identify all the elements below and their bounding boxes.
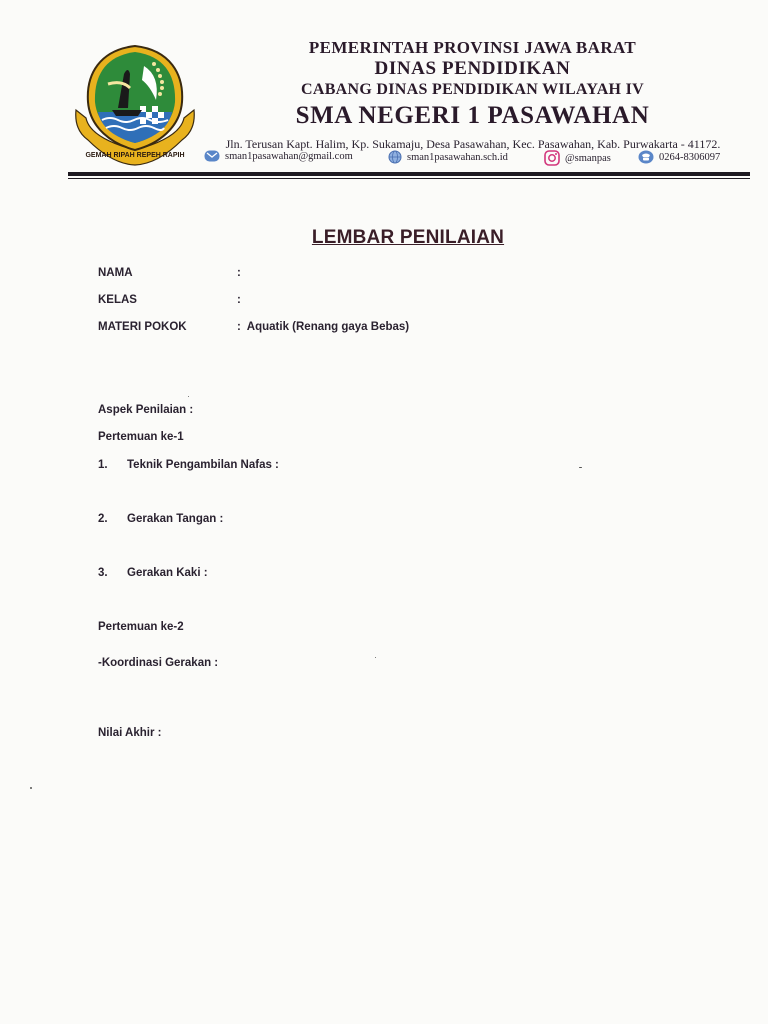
scan-speck [375,657,376,658]
contact-phone [638,150,720,164]
item-2-text: Gerakan Tangan : [127,513,224,525]
field-label-kelas: KELAS [98,294,137,306]
item-3-number: 3. [98,567,108,579]
contact-instagram [544,150,611,166]
nilai-akhir-label: Nilai Akhir : [98,727,162,739]
phone-icon [638,150,654,164]
instagram-text: @smanpas [565,152,611,164]
logo-motto-text: GEMAH RIPAH REPEH RAPIH [85,152,185,159]
item-1-number: 1. [98,459,108,471]
field-label-nama: NAMA [98,267,133,279]
item-2-number: 2. [98,513,108,525]
scan-speck [579,467,582,468]
letterhead-agency: DINAS PENDIDIKAN [374,58,571,79]
aspek-heading: Aspek Penilaian : [98,404,194,416]
field-value-kelas: : [237,294,241,306]
contact-email [204,150,353,162]
letterhead-government: PEMERINTAH PROVINSI JAWA BARAT [308,38,637,57]
field-label-materi: MATERI POKOK [98,321,187,333]
envelope-icon [204,150,220,162]
field-value-materi: : Aquatik (Renang gaya Bebas) [237,321,410,333]
field-value-nama: : [237,267,241,279]
meeting-1-heading: Pertemuan ke-1 [98,431,184,443]
instagram-icon [544,150,560,166]
item-1-text: Teknik Pengambilan Nafas : [127,459,279,471]
contact-website [388,150,508,164]
email-text: sman1pasawahan@gmail.com [225,150,353,162]
letterhead-school-name: SMA NEGERI 1 PASAWAHAN [295,102,650,129]
school-address: Jln. Terusan Kapt. Halim, Kp. Sukamaju, Desa Pasawahan, Kec. Pasawahan, Kab. Purwakarta - 41172. [225,137,721,151]
website-text: sman1pasawahan.sch.id [407,151,508,163]
letterhead [200,38,745,131]
item-3-text: Gerakan Kaki : [127,567,208,579]
jawa-barat-emblem-logo [72,44,198,168]
meeting-2-heading: Pertemuan ke-2 [98,621,184,633]
document-title: LEMBAR PENILAIAN [311,227,505,248]
letterhead-divider-thin [68,178,750,179]
scan-speck [188,396,189,397]
scan-speck [30,787,32,789]
globe-icon [388,150,402,164]
phone-text: 0264-8306097 [659,151,721,163]
letterhead-divider-thick [68,172,750,176]
koordinasi-item: -Koordinasi Gerakan : [98,657,219,669]
letterhead-branch: CABANG DINAS PENDIDIKAN WILAYAH IV [300,81,644,98]
contact-row [204,150,744,166]
